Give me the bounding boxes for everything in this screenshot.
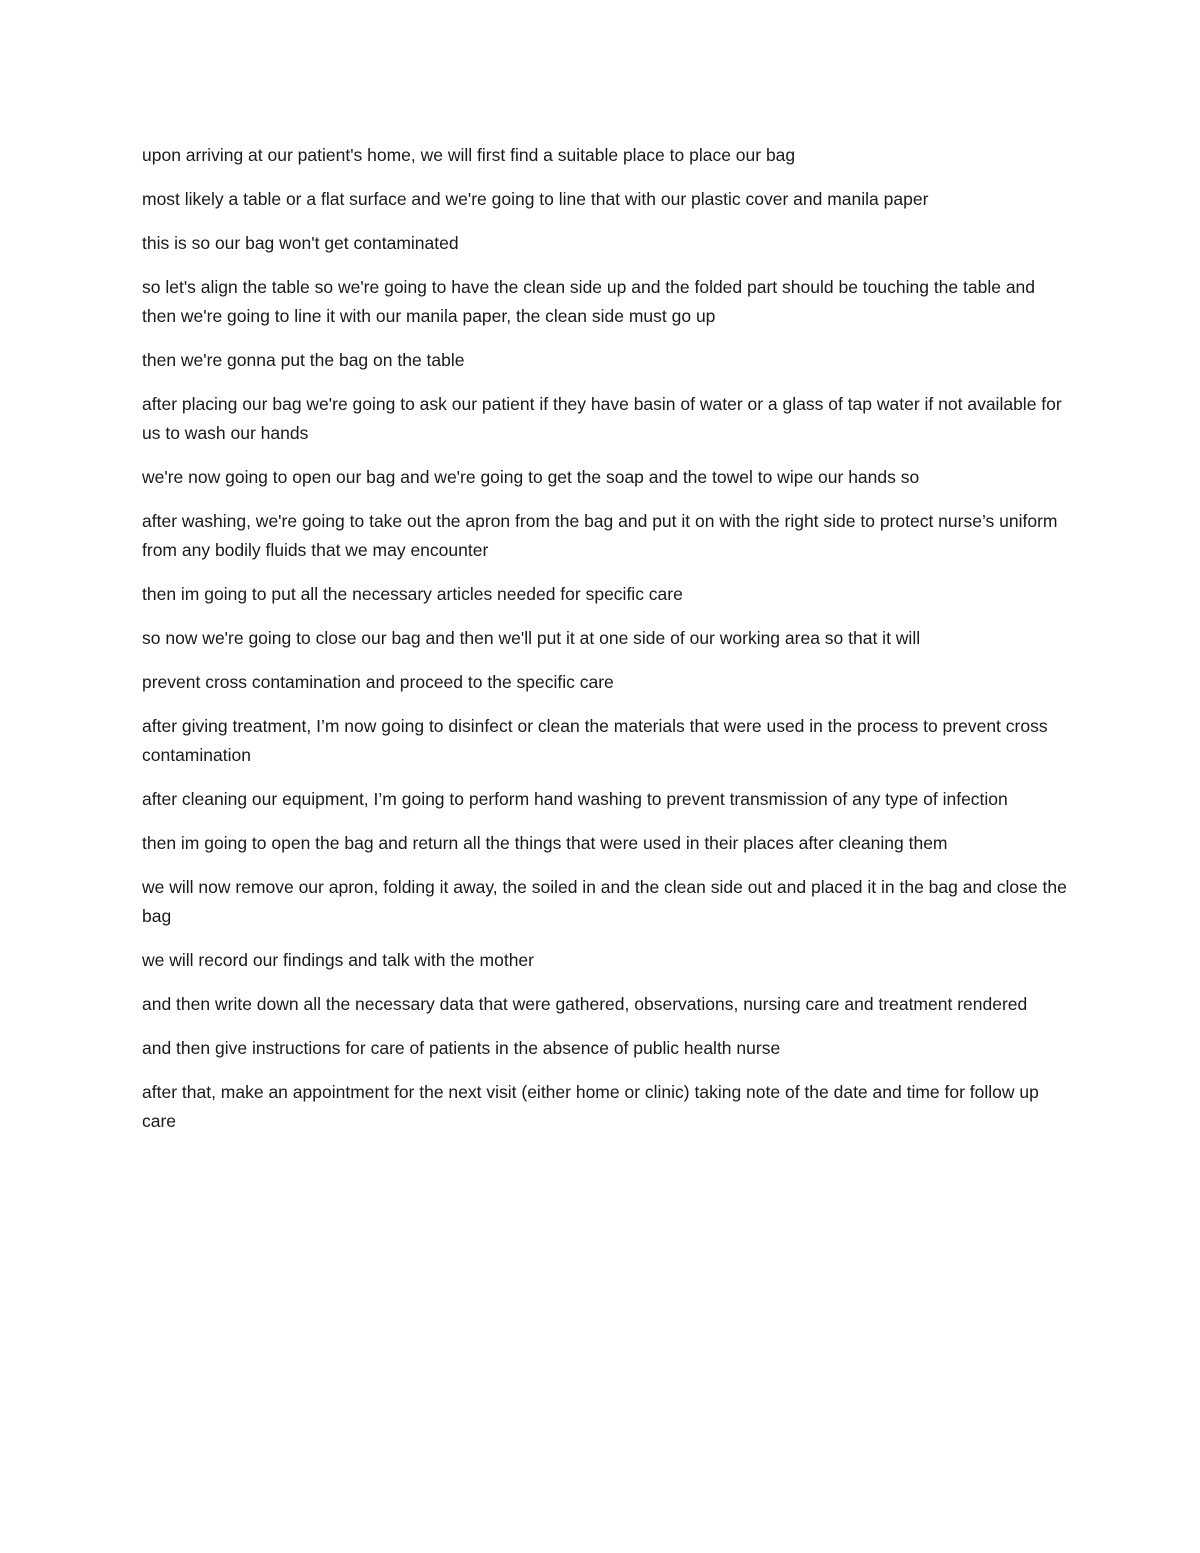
paragraph-17: and then write down all the necessary data that were gathered, observations, nursing care and treatment rendered bbox=[142, 994, 1028, 1014]
paragraph-18: and then give instructions for care of patients in the absence of public health nurse bbox=[142, 1038, 781, 1058]
paragraph-3: this is so our bag won't get contaminated bbox=[142, 233, 459, 253]
paragraph-5: then we're gonna put the bag on the table bbox=[142, 350, 465, 370]
paragraph-9: then im going to put all the necessary articles needed for specific care bbox=[142, 584, 683, 604]
paragraph-12: after giving treatment, I’m now going to disinfect or clean the materials that were used in the process to prevent cross contamination bbox=[142, 716, 1048, 765]
paragraph-11: prevent cross contamination and proceed to the specific care bbox=[142, 672, 614, 692]
paragraph-13: after cleaning our equipment, I’m going to perform hand washing to prevent transmission of any type of infection bbox=[142, 789, 1008, 809]
paragraph-10: so now we're going to close our bag and then we'll put it at one side of our working area so that it will bbox=[142, 628, 921, 648]
paragraph-15: we will now remove our apron, folding it away, the soiled in and the clean side out and placed it in the bag and close the bag bbox=[142, 877, 1067, 926]
paragraph-1: upon arriving at our patient's home, we will first find a suitable place to place our bag bbox=[142, 145, 796, 165]
paragraph-7: we're now going to open our bag and we're going to get the soap and the towel to wipe our hands so bbox=[142, 467, 920, 487]
paragraph-14: then im going to open the bag and return all the things that were used in their places after cleaning them bbox=[142, 833, 948, 853]
paragraph-4: so let's align the table so we're going to have the clean side up and the folded part should be touching the table and then we're going to line it with our manila paper, the clean side must go up bbox=[142, 277, 1036, 326]
paragraph-6: after placing our bag we're going to ask our patient if they have basin of water or a glass of tap water if not available for us to wash our hands bbox=[142, 394, 1062, 443]
document-body bbox=[142, 141, 1067, 1151]
paragraph-19: after that, make an appointment for the next visit (either home or clinic) taking note of the date and time for follow up care bbox=[142, 1082, 1039, 1131]
paragraph-16: we will record our findings and talk with the mother bbox=[142, 950, 534, 970]
paragraph-8: after washing, we're going to take out the apron from the bag and put it on with the right side to protect nurse’s uniform from any bodily fluids that we may encounter bbox=[142, 511, 1058, 560]
paragraph-2: most likely a table or a flat surface and we're going to line that with our plastic cover and manila paper bbox=[142, 189, 929, 209]
